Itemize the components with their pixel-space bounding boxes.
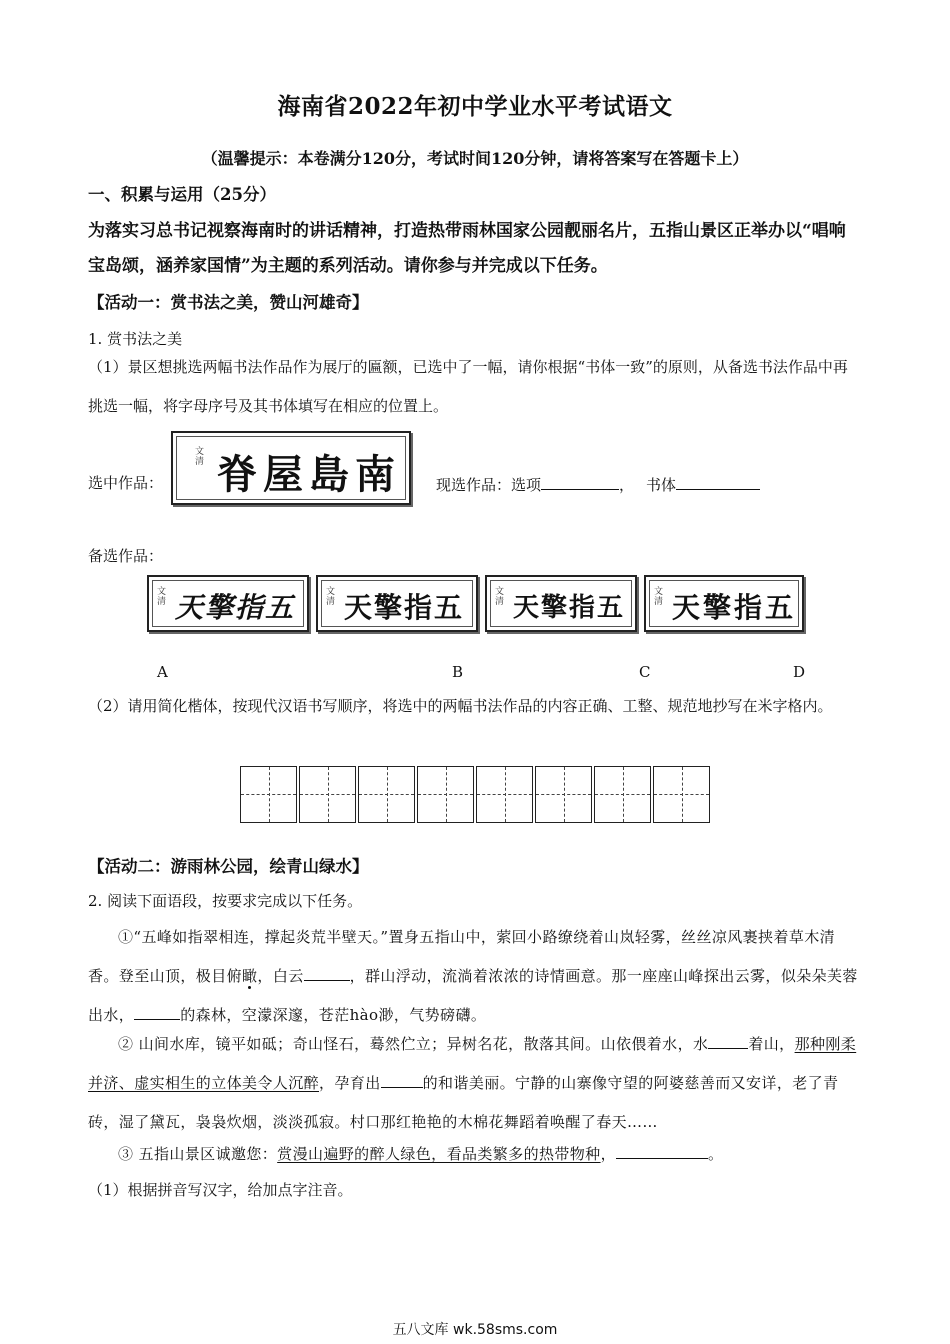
- grid-cell[interactable]: [653, 766, 710, 823]
- seal-stamp: 文清: [495, 587, 505, 607]
- section-heading: 一、积累与运用（25分）: [88, 185, 276, 204]
- option-letter-d: D: [793, 663, 806, 681]
- passage-text: ，白云: [257, 967, 304, 985]
- passage-text: 着山，: [748, 1035, 795, 1053]
- current-choice-label: 现选作品：选项: [436, 476, 542, 494]
- answer-blank[interactable]: [616, 1142, 708, 1159]
- seal-stamp: 文清: [326, 587, 336, 607]
- grid-cell[interactable]: [535, 766, 592, 823]
- grid-cell[interactable]: [299, 766, 356, 823]
- passage-text: ③ 五指山景区诚邀您：: [118, 1145, 278, 1163]
- answer-blank[interactable]: [134, 1003, 180, 1020]
- footer-watermark: 五八文库 wk.58sms.com: [392, 1322, 558, 1338]
- calligraphy-text: 脊屋島南: [217, 451, 401, 498]
- passage-text: ，孕育出: [319, 1074, 381, 1092]
- dotted-char: 瞰: [242, 967, 258, 985]
- passage-text: 。: [707, 1145, 724, 1163]
- passage-paragraph-2: [88, 1025, 858, 1142]
- seal-stamp: 文清: [157, 587, 167, 607]
- calligraphy-text: 天擎指五: [344, 591, 465, 624]
- calligraphy-text: 天擎指五: [672, 591, 797, 624]
- question-1-1: （1）景区想挑选两幅书法作品作为展厅的匾额，已选中了一幅，请你根据“书体一致”的原则，从备选书法作品中再挑选一幅，将字母序号及其书体填写在相应的位置上。: [88, 358, 848, 415]
- comma: ，: [619, 476, 635, 494]
- calligraphy-text: 天擎指五: [513, 593, 626, 623]
- option-letter-a: A: [157, 663, 168, 681]
- question-2-title: 2. 阅读下面语段，按要求完成以下任务。: [88, 892, 363, 910]
- font-label: 书体: [646, 476, 677, 494]
- candidate-d-calligraphy: [644, 575, 804, 632]
- activity-two-heading: 【活动二：游雨林公园，绘青山绿水】: [88, 857, 369, 876]
- current-choice-line: [436, 473, 760, 495]
- candidate-c-calligraphy: [485, 575, 637, 632]
- grid-cell[interactable]: [417, 766, 474, 823]
- intro-paragraph: 为落实习总书记视察海南时的讲话精神，打造热带雨林国家公园靓丽名片，五指山景区正举办以“唱响宝岛颂，涵养家国情”为主题的系列活动。请你参与并完成以下任务。: [88, 221, 846, 276]
- option-letter-c: C: [639, 663, 651, 681]
- passage-text: 的森林，空濛深邃，苍茫hào渺，气势磅礴。: [180, 1006, 487, 1024]
- passage-text: 的和谐美丽。宁静的山寨像守望的阿婆慈善而又安详，老了青砖，湿了黛瓦，袅袅炊烟，淡淡孤寂。村口那红艳艳的木棉花舞蹈着唤醒了春天……: [88, 1074, 839, 1131]
- grid-cell[interactable]: [476, 766, 533, 823]
- candidate-a-calligraphy: [147, 575, 309, 632]
- question-1-title: 1. 赏书法之美: [88, 330, 183, 348]
- activity-one-heading: 【活动一：赏书法之美，赞山河雄奇】: [88, 293, 369, 312]
- grid-cell[interactable]: [240, 766, 297, 823]
- passage-paragraph-3: [88, 1135, 858, 1174]
- grid-cell[interactable]: [594, 766, 651, 823]
- passage-text: ，群山浮动，流淌着浓浓的诗情画意。那一座座山峰探出云雾，似朵朵芙蓉出水，: [88, 967, 858, 1024]
- question-1-2: （2）请用简化楷体，按现代汉语书写顺序，将选中的两幅书法作品的内容正确、工整、规范地抄写在米字格内。: [88, 697, 833, 715]
- candidate-b-calligraphy: [316, 575, 478, 632]
- selected-label: 选中作品：: [88, 474, 164, 492]
- passage-text: ② 山间水库，镜平如砥；奇山怪石，蓦然伫立；异树名花，散落其间。山依偎着水，水: [118, 1035, 709, 1053]
- page-title: 海南省2022年初中学业水平考试语文: [277, 93, 673, 120]
- passage-text: ，: [600, 1145, 616, 1163]
- candidates-label: 备选作品：: [88, 547, 164, 565]
- underlined-sentence: 赏漫山遍野的醉人绿色，看品类繁多的热带物种: [277, 1145, 601, 1163]
- question-2-1: （1）根据拼音写汉字，给加点字注音。: [88, 1181, 353, 1199]
- selected-calligraphy: [171, 431, 411, 505]
- exam-tip: （温馨提示：本卷满分120分，考试时间120分钟，请将答案写在答题卡上）: [201, 149, 749, 168]
- answer-blank[interactable]: [304, 964, 350, 981]
- seal-stamp: 文清: [195, 447, 205, 467]
- answer-blank[interactable]: [381, 1071, 423, 1088]
- underlined-sentence: 那种刚柔并济、虚实相生的立体美令人沉醉: [88, 1035, 857, 1092]
- option-letter-b: B: [452, 663, 464, 681]
- option-blank[interactable]: [541, 473, 619, 490]
- passage-paragraph-1: [88, 918, 858, 1035]
- seal-stamp: 文清: [654, 587, 664, 607]
- writing-grid: [240, 766, 710, 823]
- answer-blank[interactable]: [708, 1032, 748, 1049]
- passage-text: ①“五峰如指翠相连，撑起炎荒半壁天。”置身五指山中，萦回小路缭绕着山岚轻雾，丝丝凉风裹挟着草木清香。登至山顶，极目俯: [88, 928, 836, 985]
- font-blank[interactable]: [676, 473, 760, 490]
- grid-cell[interactable]: [358, 766, 415, 823]
- calligraphy-text: 天擎指五: [175, 591, 296, 624]
